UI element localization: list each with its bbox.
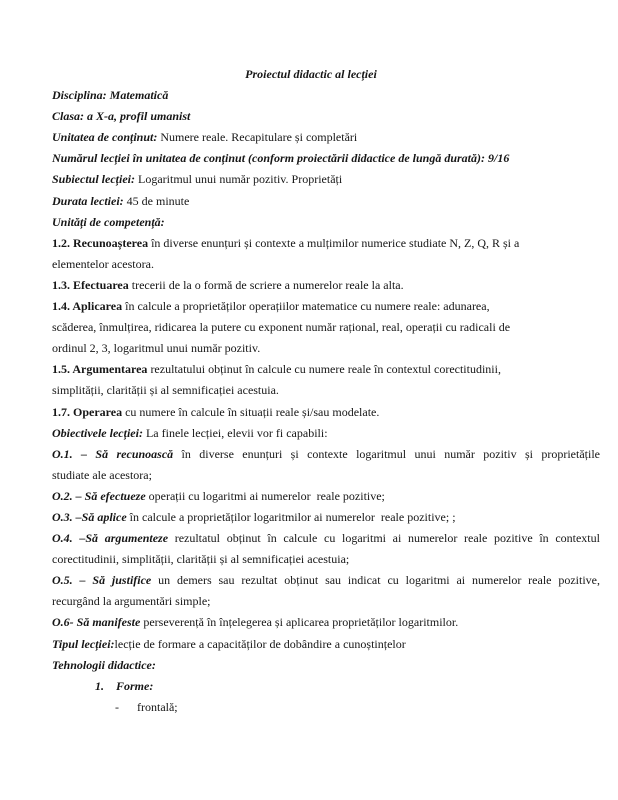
subiectul-lectiei-line-run-0: Subiectul lecției: (52, 172, 138, 187)
unitati-de-competenta-heading-run-0: Unități de competență: (52, 214, 165, 229)
durata-lectiei-line-run-0: Durata lectiei: (52, 193, 127, 208)
competenta-1-7-line-run-0: 1.7. Operarea (52, 404, 126, 419)
obiectiv-o4-line-1 (52, 528, 600, 549)
obiectiv-o4-line-1-run-1: rezultatul obținut în calcule cu logaritmi ai numerelor reale pozitive în contextul (174, 531, 600, 546)
durata-lectiei-line-run-1: 45 de minute (126, 193, 190, 208)
unitatea-de-continut-line-run-0: Unitatea de conținut: (52, 130, 161, 145)
competenta-1-4-line-2-run-0: scăderea, înmulțirea, ridicarea la putere cu exponent număr rațional, real, operații cu radicali de (52, 320, 511, 335)
competenta-1-4-line-1-run-0: 1.4. Aplicarea (52, 299, 126, 314)
competenta-1-2-line-2-run-0: elementelor acestora. (52, 256, 154, 271)
obiectivele-lectiei-line (52, 423, 600, 444)
competenta-1-7-line (52, 402, 600, 423)
competenta-1-4-line-3 (52, 338, 600, 359)
competenta-1-4-line-2 (52, 317, 600, 338)
obiectiv-o6-line (52, 612, 600, 633)
obiectiv-o2-line (52, 486, 600, 507)
obiectiv-o6-line-run-1: perseverență în înțelegerea și aplicarea proprietăților logaritmilor. (143, 615, 459, 630)
frontala-list-item (52, 697, 600, 718)
competenta-1-7-line-run-1: cu numere în calcule în situații reale și/sau modelate. (125, 404, 380, 419)
obiectiv-o5-line-1-run-0: O.5. – Să justifice (52, 573, 159, 588)
obiectiv-o1-line-1-run-0: O.1. – Să recunoască (52, 446, 182, 461)
competenta-1-5-line-2-run-0: simplității, clarității și al semnificației acestuia. (52, 383, 279, 398)
obiectiv-o4-line-2-run-0: corectitudinii, simplității, clarității și al semnificației acestuia; (52, 552, 350, 567)
competenta-1-2-line-1-run-1: în diverse enunțuri și contexte a mulțimilor numerice studiate N, Z, Q, R și a (151, 235, 520, 250)
obiectiv-o2-line-run-0: O.2. – Să efectueze (52, 488, 149, 503)
obiectiv-o5-line-1 (52, 570, 600, 591)
obiectiv-o3-line-run-1: în calcule a proprietăților logaritmilor ai numerelor reale pozitive; ; (129, 509, 456, 524)
disciplina-line (52, 85, 600, 106)
unitati-de-competenta-heading (52, 212, 600, 233)
clasa-line (52, 106, 600, 127)
competenta-1-2-line-2 (52, 254, 600, 275)
obiectiv-o2-line-run-1: operații cu logaritmi ai numerelor reale pozitive; (148, 488, 385, 503)
document-title (52, 64, 600, 85)
clasa-line-run-0: Clasa: a X-a, profil umanist (52, 109, 191, 124)
obiectiv-o1-line-2-run-0: studiate ale acestora; (52, 467, 152, 482)
competenta-1-5-line-2 (52, 380, 600, 401)
competenta-1-3-line (52, 275, 600, 296)
obiectivele-lectiei-line-run-0: Obiectivele lecției: (52, 425, 146, 440)
obiectiv-o5-line-2-run-0: recurgând la argumentări simple; (52, 594, 211, 609)
forme-list-item (52, 676, 600, 697)
document-title-run-0: Proiectul didactic al lecției (245, 67, 377, 81)
obiectiv-o4-line-1-run-0: O.4. –Să argumenteze (52, 531, 175, 546)
unitatea-de-continut-line (52, 127, 600, 148)
obiectiv-o3-line (52, 507, 600, 528)
obiectiv-o1-line-1 (52, 444, 600, 465)
numarul-lectiei-line-run-0: Numărul lecției în unitatea de conținut (conform proiectării didactice de lungă durată): 9/16 (52, 151, 510, 166)
unitatea-de-continut-line-run-1: Numere reale. Recapitulare și completări (160, 130, 358, 145)
obiectiv-o1-line-2 (52, 465, 600, 486)
subiectul-lectiei-line-run-1: Logaritmul unui număr pozitiv. Proprietăți (138, 172, 343, 187)
competenta-1-3-line-run-1: trecerii de la o formă de scriere a numerelor reale la alta. (131, 277, 404, 292)
obiectiv-o1-line-1-run-1: în diverse enunțuri și contexte logaritmul unui număr pozitiv și proprietățile (181, 446, 600, 461)
disciplina-line-run-0: Disciplina: Matematică (52, 88, 169, 103)
obiectiv-o6-line-run-0: O.6- Să manifeste (52, 615, 144, 630)
competenta-1-4-line-1-run-1: în calcule a proprietăților operațiilor matematice cu numere reale: adunarea, (125, 299, 490, 314)
competenta-1-4-line-3-run-0: ordinul 2, 3, logaritmul unui număr pozitiv. (52, 341, 261, 356)
competenta-1-5-line-1-run-1: rezultatului obținut în calcule cu numere reale în contextul corectitudinii, (150, 362, 501, 377)
numarul-lectiei-line (52, 148, 600, 169)
tehnologii-didactice-heading (52, 655, 600, 676)
obiectiv-o5-line-2 (52, 591, 600, 612)
tipul-lectiei-line-run-0: Tipul lecției: (52, 636, 115, 651)
tehnologii-didactice-heading-run-0: Tehnologii didactice: (52, 657, 156, 672)
competenta-1-4-line-1 (52, 296, 600, 317)
frontala-list-item-run-0: - frontală; (115, 699, 178, 714)
tipul-lectiei-line-run-1: lecție de formare a capacităților de dobândire a cunoștințelor (114, 636, 406, 651)
obiectiv-o4-line-2 (52, 549, 600, 570)
obiectivele-lectiei-line-run-1: La finele lecției, elevii vor fi capabili: (145, 425, 328, 440)
competenta-1-2-line-1 (52, 233, 600, 254)
tipul-lectiei-line (52, 634, 600, 655)
forme-list-item-run-0: 1. Forme: (95, 678, 154, 693)
competenta-1-2-line-1-run-0: 1.2. Recunoașterea (52, 235, 152, 250)
competenta-1-3-line-run-0: 1.3. Efectuarea (52, 277, 132, 292)
obiectiv-o3-line-run-0: O.3. –Să aplice (52, 509, 130, 524)
competenta-1-5-line-1-run-0: 1.5. Argumentarea (52, 362, 151, 377)
obiectiv-o5-line-1-run-1: un demers sau rezultat obținut sau indicat cu logaritmi ai numerelor reale pozitive, (158, 573, 601, 588)
subiectul-lectiei-line (52, 169, 600, 190)
competenta-1-5-line-1 (52, 359, 600, 380)
durata-lectiei-line (52, 191, 600, 212)
